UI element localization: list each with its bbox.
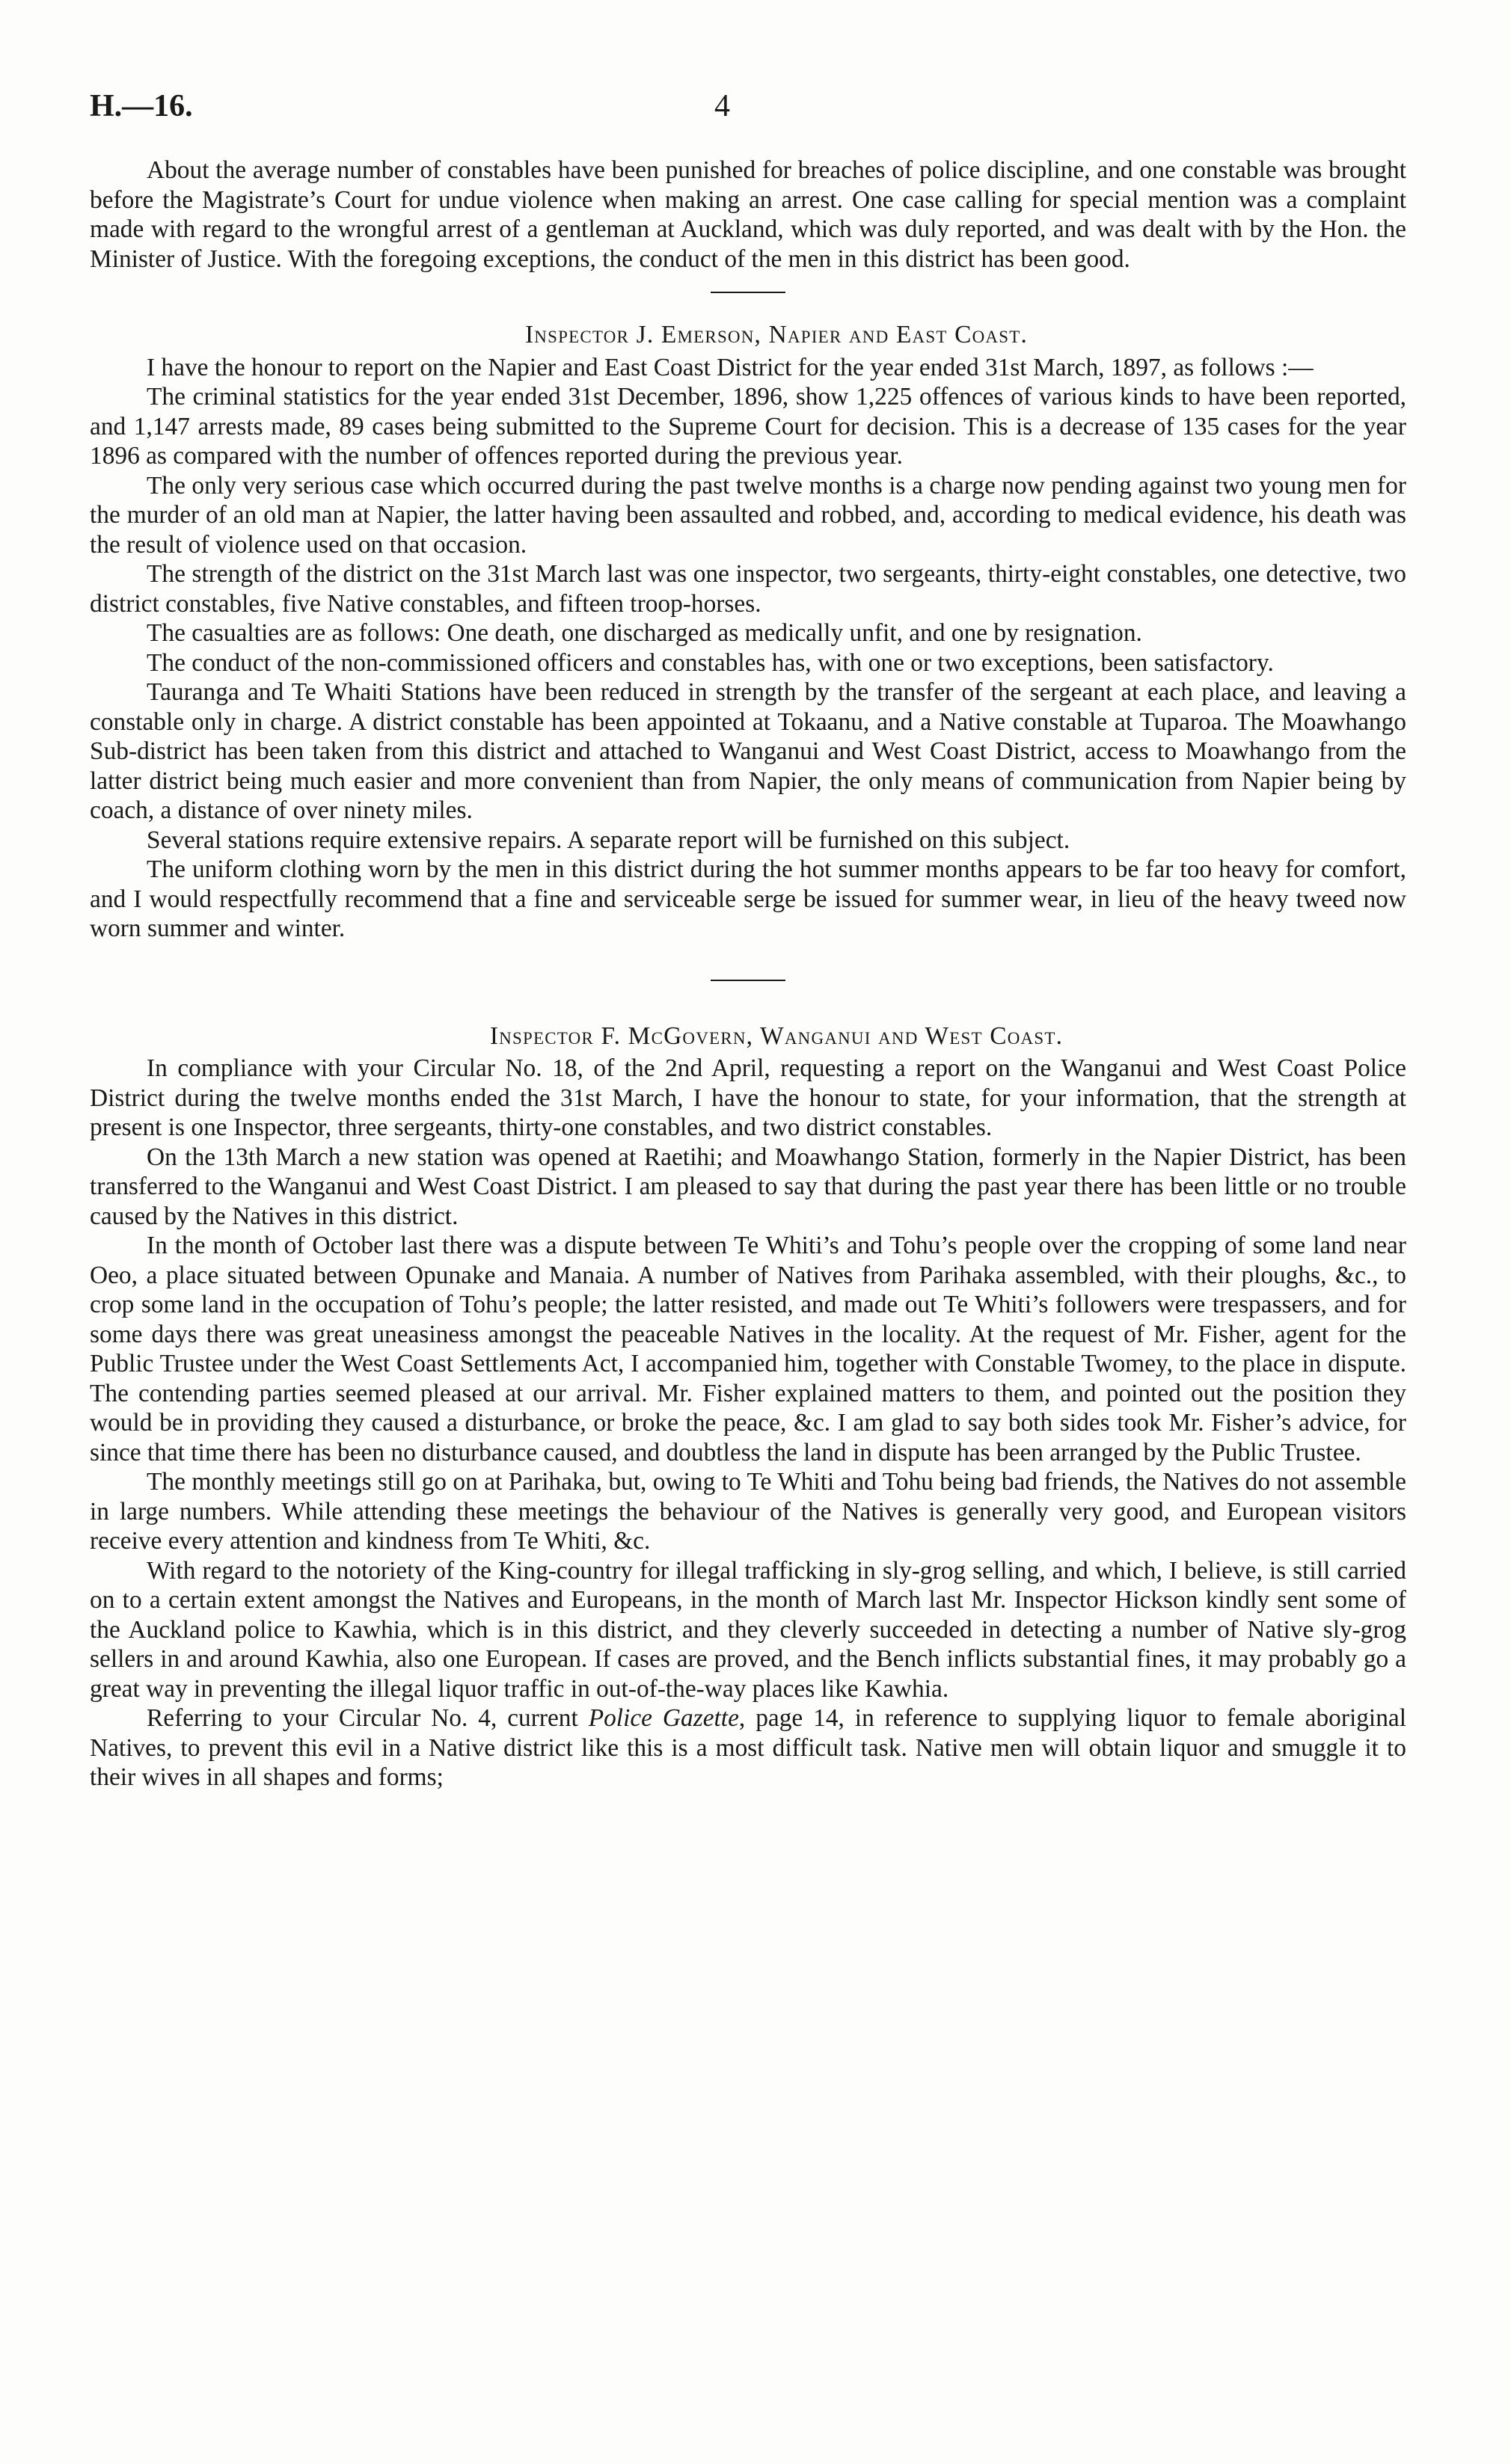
document-reference: H.—16. <box>90 89 193 123</box>
section-divider <box>711 980 785 981</box>
running-header <box>90 88 1451 133</box>
document-body <box>90 156 1406 1792</box>
napier-paragraph: The only very serious case which occurred during the past twelve months is a charge now pending against two young men for the murder of an old man at Napier, the latter having been assaulted and robbed, and, according to medical evidence, his death was the result of violence used on that occasion. <box>90 471 1406 559</box>
napier-paragraph: Tauranga and Te Whaiti Stations have been reduced in strength by the transfer of the sergeant at each place, and leaving a constable only in charge. A district constable has been appointed at Tokaanu, and a Native constable at Tuparoa. The Moawhango Sub-district has been taken from this district and attached to Wanganui and West Coast District, access to Moawhango from the latter district being much easier and more convenient than from Napier, the only means of communication from Napier being by coach, a distance of over ninety miles. <box>90 678 1406 824</box>
intro-paragraph: About the average number of constables have been punished for breaches of police discipline, and one constable was brought before the Magistrate’s Court for undue violence when making an arrest. One case calling for special mention was a complaint made with regard to the wrongful arrest of a gentleman at Auckland, which was duly reported, and was dealt with by the Hon. the Minister of Justice. With the foregoing exceptions, the conduct of the men in this district has been good. <box>90 156 1406 273</box>
section-divider <box>711 292 785 293</box>
wanganui-paragraph: With regard to the notoriety of the King-country for illegal trafficking in sly-grog selling, and which, I believe, is still carried on to a certain extent amongst the Natives and Europeans, in the month of March last Mr. Inspector Hickson kindly sent some of the Auckland police to Kawhia, which is in this district, and they cleverly succeeded in detecting a number of Native sly-grog sellers in and around Kawhia, also one European. If cases are proved, and the Bench inflicts substantial fines, it may probably go a great way in preventing the illegal liquor traffic in out-of-the-way places like Kawhia. <box>90 1556 1406 1703</box>
section-heading-wanganui: Inspector F. McGovern, Wanganui and West Coast. <box>489 1021 1064 1050</box>
italic-publication-title: Police Gazette <box>588 1704 739 1732</box>
page-number: 4 <box>714 89 730 123</box>
napier-paragraph: The strength of the district on the 31st March last was one inspector, two sergeants, thirty-eight constables, one detective, two district constables, five Native constables, and fifteen troop-horses. <box>90 560 1406 618</box>
wanganui-paragraph: In the month of October last there was a dispute between Te Whiti’s and Tohu’s people over the cropping of some land near Oeo, a place situated between Opunake and Manaia. A number of Natives from Parihaka assembled, with their ploughs, &c., to crop some land in the occupation of Tohu’s people; the latter resisted, and made out Te Whiti’s followers were trespassers, and for some days there was great uneasiness amongst the peaceable Natives in the locality. At the request of Mr. Fisher, agent for the Public Trustee under the West Coast Settlements Act, I accompanied him, together with Constable Twomey, to the place in dispute. The contending parties seemed pleased at our arrival. Mr. Fisher explained matters to them, and pointed out the position they would be in providing they caused a disturbance, or broke the peace, &c. I am glad to say both sides took Mr. Fisher’s advice, for since that time there has been no disturbance caused, and doubtless the land in dispute has been arranged by the Public Trustee. <box>90 1232 1406 1466</box>
napier-paragraph: Several stations require extensive repairs. A separate report will be furnished on this subject. <box>147 826 1070 854</box>
wanganui-paragraph: The monthly meetings still go on at Parihaka, but, owing to Te Whiti and Tohu being bad friends, the Natives do not assemble in large numbers. While attending these meetings the behaviour of the Natives is generally very good, and European visitors receive every attention and kindness from Te Whiti, &c. <box>90 1468 1406 1555</box>
text-run: , page 14, in reference to supplying liquor to female aboriginal Natives, to prevent this evil in a Native district like this is a most difficult task. Native men will obtain liquor and smuggle it to their wives in all shapes and forms; <box>90 1704 1406 1791</box>
napier-paragraph: I have the honour to report on the Napier and East Coast District for the year ended 31st March, 1897, as follows :— <box>147 353 1314 381</box>
napier-paragraph: The conduct of the non-commissioned officers and constables has, with one or two exceptions, been satisfactory. <box>147 648 1274 677</box>
text-run: Referring to your Circular No. 4, current <box>147 1704 589 1732</box>
wanganui-paragraph: In compliance with your Circular No. 18, of the 2nd April, requesting a report on the Wanganui and West Coast Police District during the twelve months ended the 31st March, I have the honour to state, for your information, that the strength at present is one Inspector, three sergeants, thirty-one constables, and two district constables. <box>90 1054 1406 1141</box>
napier-paragraph: The criminal statistics for the year ended 31st December, 1896, show 1,225 offences of various kinds to have been reported, and 1,147 arrests made, 89 cases being submitted to the Supreme Court for decision. This is a decrease of 135 cases for the year 1896 as compared with the number of offences reported during the previous year. <box>90 383 1406 470</box>
wanganui-paragraph: On the 13th March a new station was opened at Raetihi; and Moawhango Station, formerly in the Napier District, has been transferred to the Wanganui and West Coast District. I am pleased to say that during the past year there has been little or no trouble caused by the Natives in this district. <box>90 1143 1406 1230</box>
wanganui-paragraph-last <box>90 1703 1406 1792</box>
section-heading-napier: Inspector J. Emerson, Napier and East Coast. <box>524 321 1029 348</box>
napier-paragraph: The casualties are as follows: One death, one discharged as medically unfit, and one by resignation. <box>147 619 1142 647</box>
napier-paragraph: The uniform clothing worn by the men in this district during the hot summer months appears to be far too heavy for comfort, and I would respectfully recommend that a fine and serviceable serge be issued for summer wear, in lieu of the heavy tweed now worn summer and winter. <box>90 855 1406 942</box>
